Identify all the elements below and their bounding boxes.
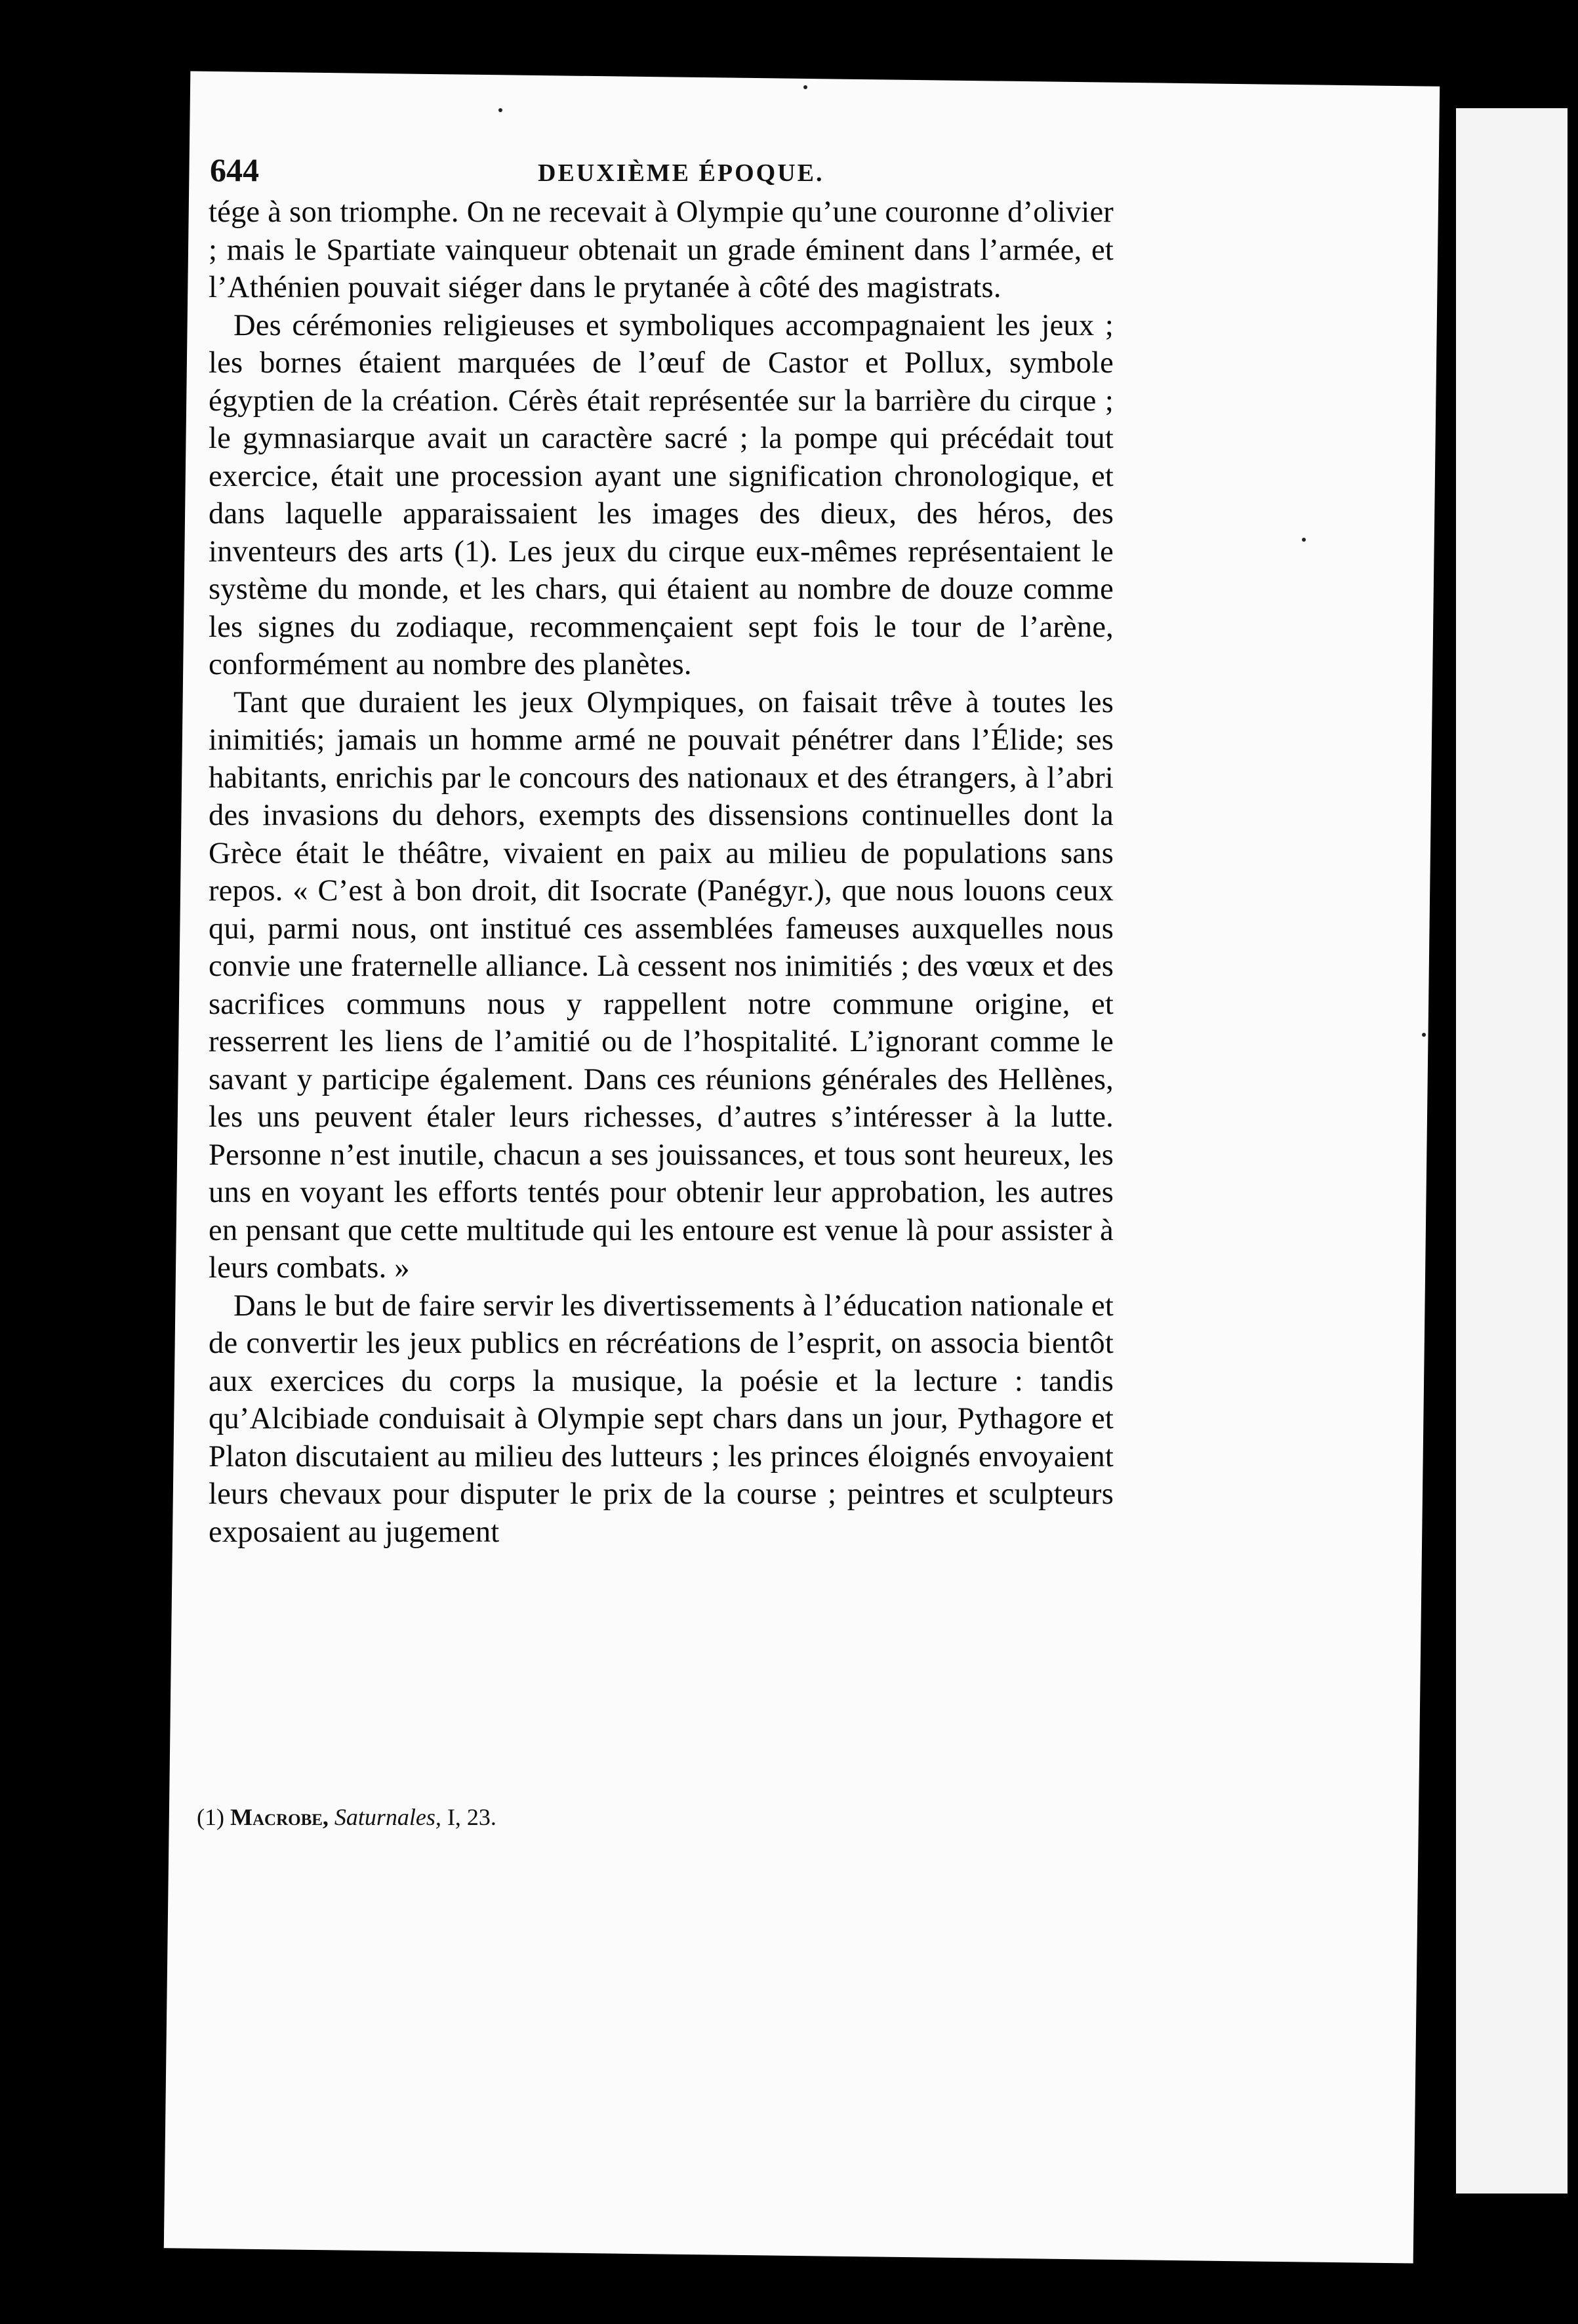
footnote-title: Saturnales, (334, 1804, 441, 1830)
paragraph-4: Dans le but de faire servir les divertissements à l’éducation nationale et de convertir les jeux publics en récréations de l’esprit, on associa bientôt aux exercices du corps la musique, la poésie et la lecture : tandis qu’Alcibiade conduisait à Olympie sept chars dans un jour, Pythagore et Platon discutaient au milieu des lutteurs ; les princes éloignés envoyaient leurs chevaux pour disputer le prix de la course ; peintres et sculpteurs exposaient au jugement (209, 1289, 1114, 1549)
footnote-author: Macrobe, (230, 1804, 329, 1830)
body-text (209, 193, 1114, 1551)
facing-page-edge (1456, 108, 1568, 2194)
footnote-marker: (1) (197, 1804, 224, 1830)
footnote-reference: I, 23. (447, 1804, 496, 1830)
paragraph-2: Des cérémonies religieuses et symboliques accompagnaient les jeux ; les bornes étaient marquées de l’œuf de Castor et Pollux, symbole égyptien de la création. Cérès était représentée sur la barrière du cirque ; le gymnasiarque avait un caractère sacré ; la pompe qui précédait tout exercice, était une procession ayant une signification chronologique, et dans laquelle apparaissaient les images des dieux, des héros, des inventeurs des arts (1). Les jeux du cirque eux-mêmes représentaient le système du monde, et les chars, qui étaient au nombre de douze comme les signes du zodiaque, recommençaient sept fois le tour de l’arène, conformément au nombre des planètes. (209, 308, 1114, 681)
paragraph-1: tége à son triomphe. On ne recevait à Olympie qu’une couronne d’olivier ; mais le Spartiate vainqueur obtenait un grade éminent dans l’armée, et l’Athénien pouvait siéger dans le prytanée à côté des magistrats. (209, 195, 1114, 304)
scan-speck (1422, 1033, 1426, 1037)
scan-speck (498, 108, 502, 112)
scan-speck (1302, 538, 1306, 542)
paragraph-3: Tant que duraient les jeux Olympiques, on faisait trêve à toutes les inimitiés; jamais un homme armé ne pouvait pénétrer dans l’Élide; ses habitants, enrichis par le concours des nationaux et des étrangers, à l’abri des invasions du dehors, exempts des dissensions continuelles dont la Grèce était le théâtre, vivaient en paix au milieu de populations sans repos. « C’est à bon droit, dit Isocrate (Panégyr.), que nous louons ceux qui, parmi nous, ont institué ces assemblées fameuses auxquelles nous convie une fraternelle alliance. Là cessent nos inimitiés ; des vœux et des sacrifices communs nous y rappellent notre commune origine, et resserrent les liens de l’amitié ou de l’hospitalité. L’ignorant comme le savant y participe également. Dans ces réunions générales des Hellènes, les uns peuvent étaler leurs richesses, d’autres s’intéresser à la lutte. Personne n’est inutile, chacun a ses jouissances, et tous sont heureux, les uns en voyant les efforts tentés pour obtenir leur approbation, les autres en pensant que cette multitude qui les entoure est venue là pour assister à leurs combats. » (209, 685, 1114, 1285)
footnote (197, 1803, 496, 1831)
page-number: 644 (210, 151, 259, 188)
scan-speck (803, 85, 807, 89)
running-head: DEUXIÈME ÉPOQUE. (538, 159, 824, 187)
